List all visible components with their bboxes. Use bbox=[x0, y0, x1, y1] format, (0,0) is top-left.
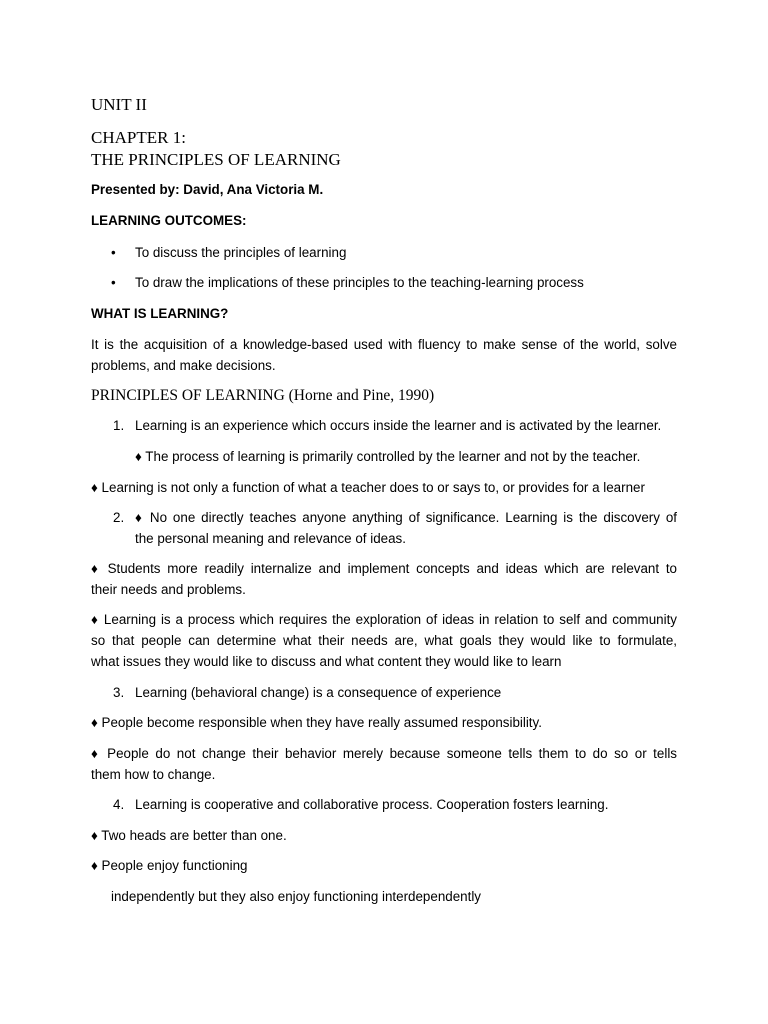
principle-item: Learning is an experience which occurs inside the learner and is activated by the learner. bbox=[135, 418, 662, 433]
paragraph: ♦ People enjoy functioning bbox=[91, 858, 248, 873]
paragraph: ♦ Two heads are better than one. bbox=[91, 828, 287, 843]
outcomes-heading: LEARNING OUTCOMES: bbox=[91, 213, 247, 228]
principle-item: Learning is cooperative and collaborative process. Cooperation fosters learning. bbox=[135, 797, 609, 812]
outcome-item: To discuss the principles of learning bbox=[135, 245, 347, 260]
paragraph: independently but they also enjoy functioning interdependently bbox=[111, 889, 482, 904]
principles-heading: PRINCIPLES OF LEARNING (Horne and Pine, 1990) bbox=[91, 387, 435, 404]
outcome-bullet-icon: • bbox=[111, 275, 116, 290]
outcome-item: To draw the implications of these principles to the teaching-learning process bbox=[135, 275, 584, 290]
paragraph-line: so that people can determine what their needs are, what goals they would like to formulate, bbox=[91, 633, 677, 648]
definition-line: It is the acquisition of a knowledge-based used with fluency to make sense of the world, solve bbox=[91, 337, 677, 352]
list-number: 1. bbox=[113, 418, 125, 433]
principle-item: the personal meaning and relevance of ideas. bbox=[135, 531, 406, 546]
presenter-line: Presented by: David, Ana Victoria M. bbox=[91, 182, 324, 197]
chapter-heading: CHAPTER 1: bbox=[91, 128, 186, 147]
list-number: 3. bbox=[113, 685, 125, 700]
unit-heading: UNIT II bbox=[91, 95, 147, 114]
section-heading: WHAT IS LEARNING? bbox=[91, 306, 229, 321]
definition-line: problems, and make decisions. bbox=[91, 358, 276, 373]
principle-item: Learning (behavioral change) is a consequence of experience bbox=[135, 685, 502, 700]
chapter-title: THE PRINCIPLES OF LEARNING bbox=[91, 150, 341, 169]
paragraph-line: ♦ Learning is a process which requires the exploration of ideas in relation to self and community bbox=[91, 612, 677, 627]
paragraph: ♦ People become responsible when they have really assumed responsibility. bbox=[91, 715, 542, 730]
paragraph-line: ♦ People do not change their behavior merely because someone tells them to do so or tells bbox=[91, 746, 677, 761]
paragraph-line: their needs and problems. bbox=[91, 582, 246, 597]
list-number: 2. bbox=[113, 510, 125, 525]
outcome-bullet-icon: • bbox=[111, 245, 116, 260]
principle-item: ♦ No one directly teaches anyone anything of significance. Learning is the discovery of bbox=[135, 510, 677, 525]
paragraph-line: what issues they would like to discuss and what content they would like to learn bbox=[91, 654, 562, 669]
paragraph-line: them how to change. bbox=[91, 767, 216, 782]
paragraph-line: ♦ Students more readily internalize and implement concepts and ideas which are relevant to bbox=[91, 561, 677, 576]
paragraph: ♦ Learning is not only a function of what a teacher does to or says to, or provides for a learner bbox=[91, 480, 645, 495]
principle-note: ♦ The process of learning is primarily controlled by the learner and not by the teacher. bbox=[135, 449, 641, 464]
list-number: 4. bbox=[113, 797, 125, 812]
